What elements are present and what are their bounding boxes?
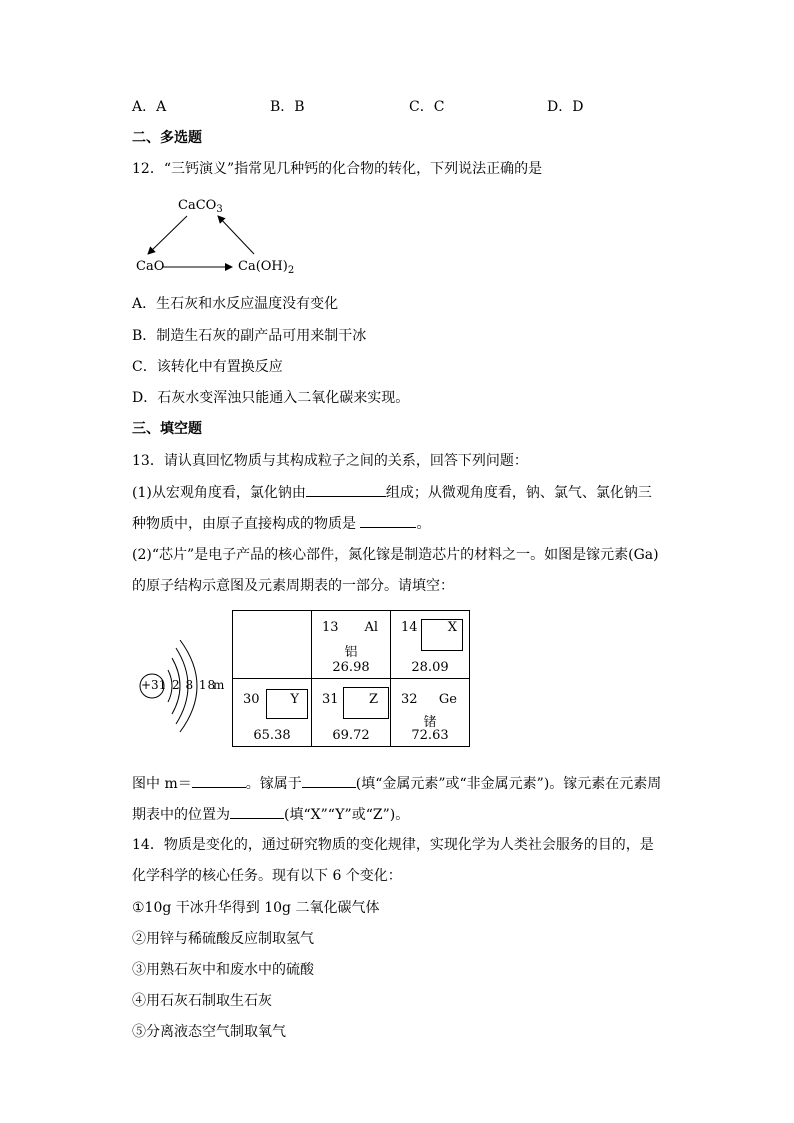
answer-blank[interactable] <box>302 773 356 788</box>
question-13-stem: 13．请认真回忆物质与其构成粒子之间的关系，回答下列问题： <box>132 453 528 469</box>
q13-part2-line2: 的原子结构示意图及元素周期表的一部分。请填空： <box>132 578 454 594</box>
element-cell-x: 14 X 28.09 <box>391 611 470 679</box>
answer-blank[interactable] <box>192 773 246 788</box>
answer-blank[interactable] <box>306 482 386 497</box>
answer-blank[interactable] <box>230 804 284 819</box>
question-14-stem-line2: 化学科学的核心任务。现有以下 6 个变化： <box>132 868 402 884</box>
q14-item-5: ⑤分离液态空气制取氧气 <box>132 1024 286 1040</box>
outer-shell-m: m <box>213 678 225 692</box>
answer-blank[interactable] <box>360 513 416 528</box>
q12-choice-a: A．生石灰和水反应温度没有变化 <box>132 296 339 312</box>
element-cell-ge: 32 Ge 锗 72.63 <box>391 679 470 747</box>
q14-item-4: ④用石灰石制取生石灰 <box>132 993 272 1009</box>
q13-part2-line1: (2)“芯片”是电子产品的核心部件，氮化镓是制造芯片的材料之一。如图是镓元素(Ga) <box>132 547 659 563</box>
q13-part1-line2: 种物质中，由原子直接构成的物质是 。 <box>132 513 430 534</box>
label-caoh2: $Ca(OH)_2$ <box>238 259 295 276</box>
q12-choice-d: D．石灰水变浑浊只能通入二氧化碳来实现。 <box>132 390 410 406</box>
section-heading-fill-in: 三、填空题 <box>132 421 202 437</box>
arrow-caco3-to-cao <box>148 216 187 254</box>
label-cao: CaO <box>136 259 165 274</box>
q14-item-3: ③用熟石灰中和废水中的硫酸 <box>132 962 314 978</box>
table-row <box>233 611 470 679</box>
option-d: D．D <box>547 99 584 115</box>
element-cell-empty <box>233 611 312 679</box>
option-a: A．A <box>132 99 167 115</box>
q13-fill-line1: 图中 m＝ 。镓属于 (填“金属元素”或“非金属元素”)。镓元素在元素周 <box>132 773 661 794</box>
arrow-caoh2-to-caco3 <box>218 216 254 254</box>
q14-item-1: ①10g 干冰升华得到 10g 二氧化碳气体 <box>132 900 380 916</box>
q13-fill-line2: 期表中的位置为 (填“X”“Y”或“Z”)。 <box>132 804 409 825</box>
question-12-stem: 12．“三钙演义”指常见几种钙的化合物的转化，下列说法正确的是 <box>132 161 543 177</box>
label-caco3: CaCO$_3$ <box>178 198 223 215</box>
element-cell-al: 13 Al 铝 26.98 <box>312 611 391 679</box>
q12-choice-b: B．制造生石灰的副产品可用来制干冰 <box>132 328 367 344</box>
nucleus-charge: +31 <box>141 678 167 692</box>
gallium-atom-structure <box>130 640 230 736</box>
shell-electrons: 2 8 18 <box>172 678 217 692</box>
q14-item-2: ②用锌与稀硫酸反应制取氢气 <box>132 931 314 947</box>
element-cell-y: 30 Y 65.38 <box>233 679 312 747</box>
section-heading-multiple-choice: 二、多选题 <box>132 130 202 146</box>
q13-part1-line1: (1)从宏观角度看，氯化钠由 组成；从微观角度看，钠、氯气、氯化钠三 <box>132 482 652 503</box>
q12-choice-c: C．该转化中有置换反应 <box>132 359 283 375</box>
table-row <box>233 679 470 747</box>
periodic-table-fragment <box>232 610 470 747</box>
element-cell-z: 31 Z 69.72 <box>312 679 391 747</box>
option-b: B．B <box>270 99 305 115</box>
calcium-conversion-diagram <box>132 192 302 284</box>
question-14-stem-line1: 14．物质是变化的，通过研究物质的变化规律，实现化学为人类社会服务的目的，是 <box>132 837 654 853</box>
option-c: C．C <box>409 99 445 115</box>
